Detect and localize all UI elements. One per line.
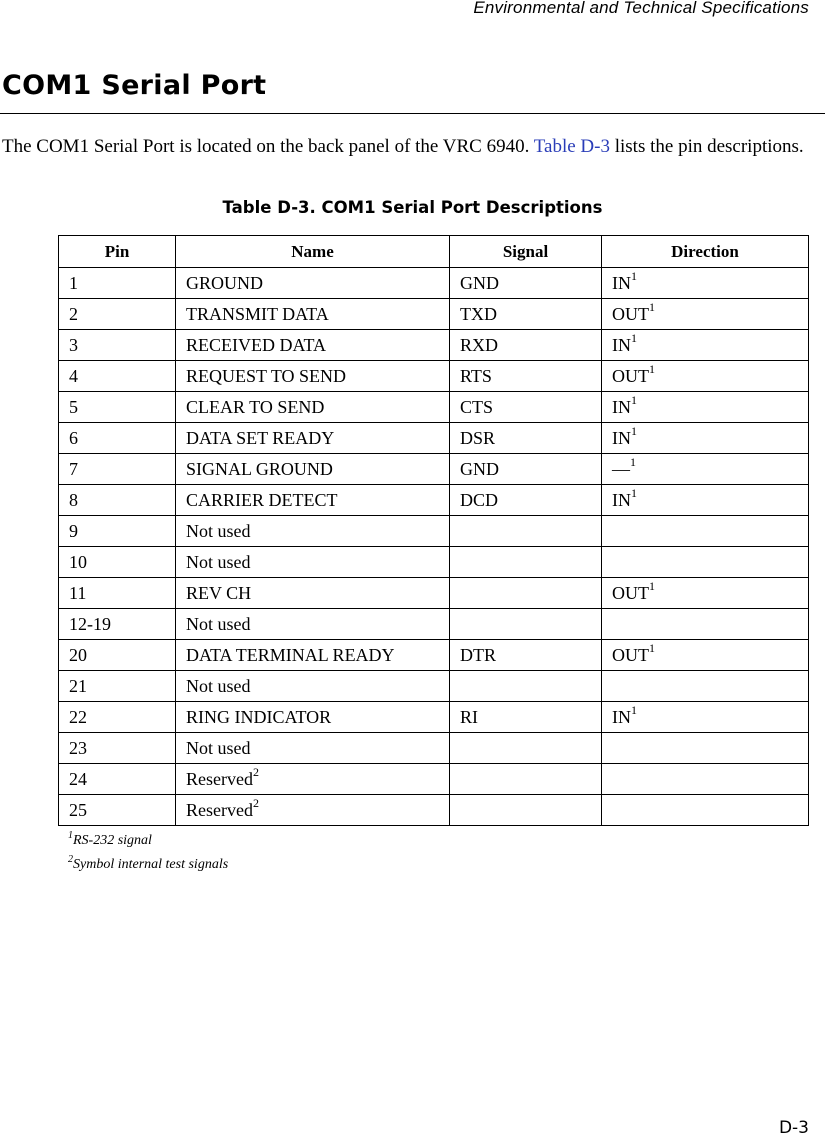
direction-cell [602,268,809,299]
name-cell [176,702,450,733]
name-cell-text: Not used [186,551,251,572]
name-cell-text: CARRIER DETECT [186,489,338,510]
direction-cell [602,640,809,671]
name-cell-text: Reserved [186,799,253,820]
pin-cell-text: 9 [69,520,78,541]
direction-cell [602,547,809,578]
footnote-ref: 1 [631,423,637,438]
signal-cell [450,640,602,671]
column-header-signal: Signal [450,236,602,268]
footnote-ref: 1 [649,640,655,655]
running-header: Environmental and Technical Specifications [473,0,809,17]
pin-cell-text: 5 [69,396,78,417]
signal-cell [450,485,602,516]
pin-cell-text: 10 [69,551,87,572]
name-cell-text: SIGNAL GROUND [186,458,333,479]
table-reference-link[interactable]: Table D-3 [533,136,610,157]
signal-cell [450,547,602,578]
pin-cell-text: 8 [69,489,78,510]
table-row [59,609,809,640]
signal-cell [450,330,602,361]
name-cell [176,423,450,454]
table-row [59,795,809,826]
footnotes [68,832,228,880]
name-cell-text: REQUEST TO SEND [186,365,347,386]
table-body [59,268,809,826]
table-row [59,330,809,361]
name-cell [176,454,450,485]
footnote-ref: 1 [631,268,637,283]
table-row [59,423,809,454]
direction-cell-text: IN [612,396,631,417]
signal-cell-text: DCD [460,489,499,510]
table-row [59,299,809,330]
name-cell [176,578,450,609]
pin-cell-text: 20 [69,644,87,665]
column-header-pin: Pin [59,236,176,268]
name-cell-text: Not used [186,520,251,541]
direction-cell [602,733,809,764]
footnote-mark: 1 [68,830,73,842]
pin-cell-text: 22 [69,706,87,727]
pin-cell [59,609,176,640]
direction-cell [602,330,809,361]
pin-cell [59,702,176,733]
name-cell-text: RECEIVED DATA [186,334,327,355]
signal-cell [450,578,602,609]
direction-cell-text: IN [612,427,631,448]
table-row [59,268,809,299]
footnote-text: RS-232 signal [73,833,152,848]
name-cell [176,547,450,578]
direction-cell [602,485,809,516]
name-cell [176,268,450,299]
pin-cell [59,640,176,671]
signal-cell [450,454,602,485]
name-cell [176,330,450,361]
direction-cell [602,671,809,702]
signal-cell [450,764,602,795]
signal-cell [450,361,602,392]
section-title: COM1 Serial Port [2,70,267,101]
footnote [68,856,228,873]
name-cell-text: GROUND [186,272,264,293]
footnote [68,832,228,849]
name-cell-text: Not used [186,613,251,634]
signal-cell [450,702,602,733]
signal-cell-text: GND [460,272,499,293]
title-divider [0,113,825,114]
direction-cell [602,361,809,392]
intro-paragraph [2,134,824,159]
intro-text-before: The COM1 Serial Port is located on the back panel of the VRC 6940. [2,136,534,157]
pin-cell [59,516,176,547]
name-cell-text: Not used [186,737,251,758]
pin-cell [59,764,176,795]
name-cell [176,609,450,640]
name-cell-text: Not used [186,675,251,696]
table-header-row [59,236,809,268]
pin-cell [59,578,176,609]
signal-cell-text: RI [460,706,478,727]
footnote-ref: 2 [252,795,259,810]
name-cell-text: DATA SET READY [186,427,335,448]
signal-cell-text: DSR [460,427,496,448]
pin-cell [59,361,176,392]
direction-cell-text: IN [612,272,631,293]
pin-cell-text: 23 [69,737,87,758]
pin-cell-text: 25 [69,799,87,820]
table-row [59,485,809,516]
serial-port-table [58,235,809,826]
direction-cell [602,578,809,609]
signal-cell-text: TXD [460,303,497,324]
name-cell-text: TRANSMIT DATA [186,303,329,324]
name-cell [176,392,450,423]
name-cell-text: DATA TERMINAL READY [186,644,395,665]
footnote-ref: 1 [630,454,636,469]
signal-cell-text: CTS [460,396,494,417]
pin-cell-text: 11 [69,582,87,603]
signal-cell-text: RXD [460,334,499,355]
signal-cell [450,733,602,764]
direction-cell-text: OUT [612,303,649,324]
signal-cell [450,795,602,826]
footnote-ref: 1 [631,702,637,717]
direction-cell-text: OUT [612,644,649,665]
pin-cell [59,547,176,578]
signal-cell [450,516,602,547]
name-cell [176,795,450,826]
direction-cell-text: IN [612,706,631,727]
table-row [59,547,809,578]
signal-cell-text: RTS [460,365,492,386]
direction-cell [602,702,809,733]
pin-cell-text: 1 [69,272,78,293]
direction-cell [602,516,809,547]
direction-cell [602,299,809,330]
pin-cell-text: 2 [69,303,78,324]
column-header-name: Name [176,236,450,268]
table-row [59,578,809,609]
pin-cell [59,671,176,702]
signal-cell [450,299,602,330]
pin-cell-text: 24 [69,768,87,789]
direction-cell-text: IN [612,334,631,355]
footnote-ref: 2 [252,764,259,779]
column-header-direction: Direction [602,236,809,268]
direction-cell [602,609,809,640]
table-caption: Table D-3. COM1 Serial Port Descriptions [222,198,603,217]
table-row [59,361,809,392]
direction-cell-text: OUT [612,582,649,603]
signal-cell-text: DTR [460,644,496,665]
footnote-ref: 1 [631,392,637,407]
pin-cell [59,268,176,299]
name-cell [176,361,450,392]
pin-cell [59,454,176,485]
intro-text-after: lists the pin descriptions. [609,136,804,157]
name-cell [176,764,450,795]
direction-cell [602,764,809,795]
direction-cell [602,423,809,454]
footnote-ref: 1 [631,330,637,345]
direction-cell [602,454,809,485]
signal-cell [450,268,602,299]
table-row [59,516,809,547]
table-row [59,702,809,733]
pin-cell-text: 12-19 [69,613,111,634]
pin-cell-text: 4 [69,365,78,386]
footnote-mark: 2 [68,854,73,866]
footnote-ref: 1 [649,361,655,376]
signal-cell [450,423,602,454]
page-number: D-3 [778,1118,809,1138]
direction-cell-text: OUT [612,365,649,386]
pin-cell [59,299,176,330]
name-cell [176,299,450,330]
table-row [59,392,809,423]
name-cell-text: RING INDICATOR [186,706,332,727]
pin-cell [59,392,176,423]
name-cell [176,485,450,516]
signal-cell-text: GND [460,458,499,479]
name-cell-text: REV CH [186,582,252,603]
pin-cell [59,795,176,826]
name-cell [176,640,450,671]
direction-cell [602,392,809,423]
footnote-ref: 1 [631,485,637,500]
name-cell [176,733,450,764]
name-cell [176,516,450,547]
table-row [59,454,809,485]
pin-cell [59,330,176,361]
table-row [59,733,809,764]
pin-cell-text: 21 [69,675,87,696]
pin-cell [59,423,176,454]
pin-cell-text: 7 [69,458,78,479]
signal-cell [450,392,602,423]
direction-cell-text: IN [612,489,631,510]
signal-cell [450,671,602,702]
pin-cell [59,485,176,516]
pin-cell-text: 3 [69,334,78,355]
name-cell [176,671,450,702]
name-cell-text: CLEAR TO SEND [186,396,325,417]
direction-cell-text: — [612,458,630,479]
direction-cell [602,795,809,826]
footnote-ref: 1 [649,578,655,593]
signal-cell [450,609,602,640]
pin-cell [59,733,176,764]
pin-cell-text: 6 [69,427,78,448]
table-row [59,764,809,795]
footnote-text: Symbol internal test signals [73,857,229,872]
footnote-ref: 1 [649,299,655,314]
table-row [59,640,809,671]
name-cell-text: Reserved [186,768,253,789]
table-row [59,671,809,702]
